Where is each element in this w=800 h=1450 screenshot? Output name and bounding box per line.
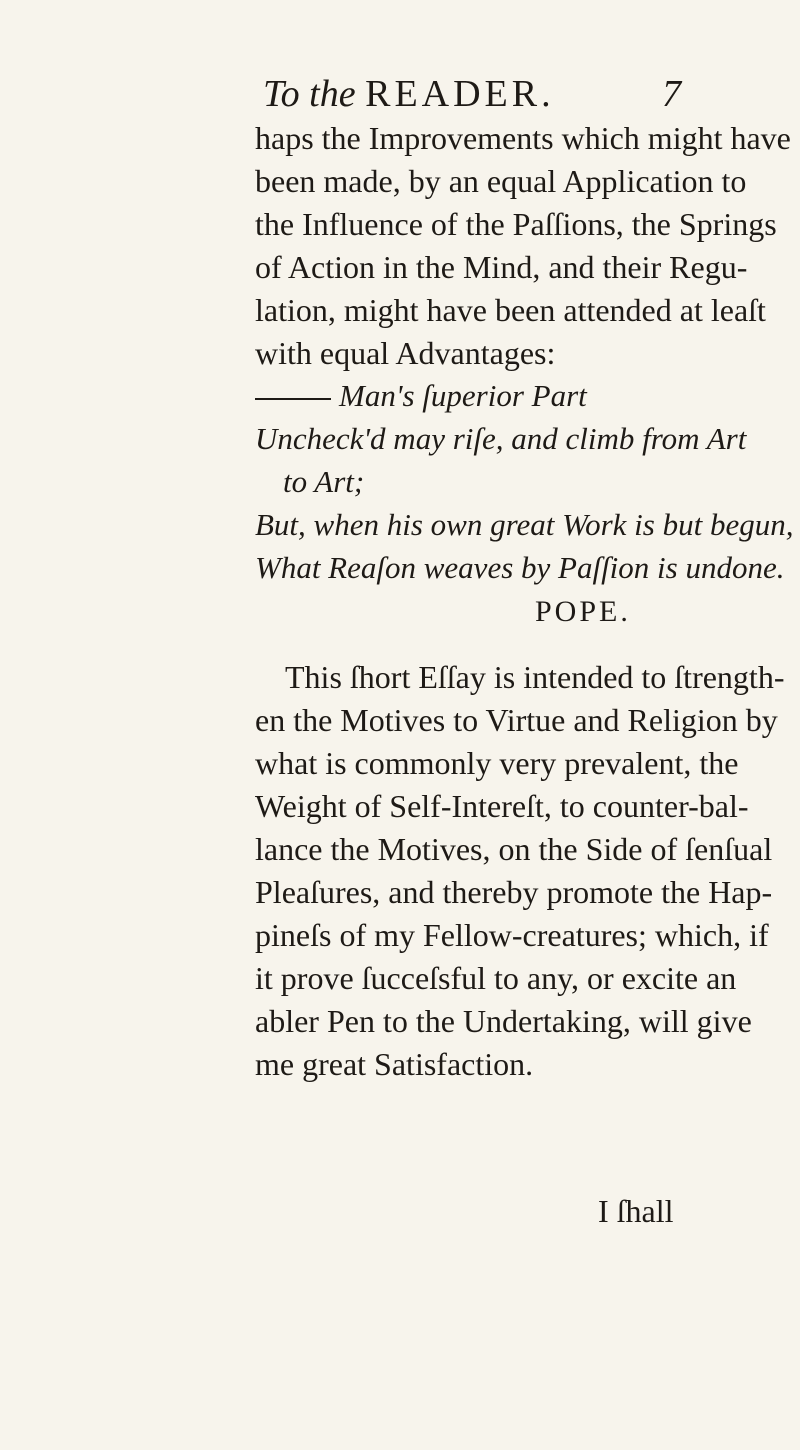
page-number: 7 <box>662 73 681 115</box>
running-header <box>0 72 800 115</box>
text-line: been made, by an equal Application to <box>255 163 747 199</box>
verse-quotation <box>255 374 794 589</box>
verse-attribution: POPE. <box>535 595 631 628</box>
text-line: Pleaſures, and thereby promote the Hap- <box>255 874 773 910</box>
title-to: To <box>263 73 300 115</box>
verse-line: Uncheck'd may riſe, and climb from Art <box>255 421 747 456</box>
verse-line: to Art; <box>283 464 365 499</box>
text-line: pineſs of my Fellow-creatures; which, if <box>255 917 769 953</box>
text-line: what is commonly very prevalent, the <box>255 745 739 781</box>
text-line: abler Pen to the Undertaking, will give <box>255 1003 752 1039</box>
verse-line: But, when his own great Work is but begun, <box>255 507 794 542</box>
text-line: me great Satisfaction. <box>255 1046 534 1082</box>
verse-text: Man's ſuperior Part <box>339 378 587 413</box>
text-line: en the Motives to Virtue and Religion by <box>255 702 778 738</box>
verse-line: What Reaſon weaves by Paſſion is undone. <box>255 550 785 585</box>
text-line: lance the Motives, on the Side of ſenſual <box>255 831 773 867</box>
text-line: This ſhort Eſſay is intended to ſtrength- <box>285 659 785 695</box>
catchword: I ſhall <box>598 1193 674 1229</box>
text-line: of Action in the Mind, and their Regu- <box>255 249 748 285</box>
paragraph-continuation <box>255 117 791 375</box>
text-line: haps the Improvements which might have <box>255 120 791 156</box>
title-reader: READER. <box>365 73 555 115</box>
running-title <box>263 72 555 116</box>
verse-line <box>255 374 675 417</box>
paragraph-essay-intent <box>255 656 785 1086</box>
text-line: it prove ſucceſsful to any, or excite an <box>255 960 737 996</box>
quotation-dash <box>255 398 331 400</box>
title-the: the <box>309 73 356 115</box>
text-line: the Influence of the Paſſions, the Springs <box>255 206 777 242</box>
text-line: lation, might have been attended at leaſt <box>255 292 766 328</box>
text-line: with equal Advantages: <box>255 335 556 371</box>
text-line: Weight of Self-Intereſt, to counter-bal- <box>255 788 749 824</box>
